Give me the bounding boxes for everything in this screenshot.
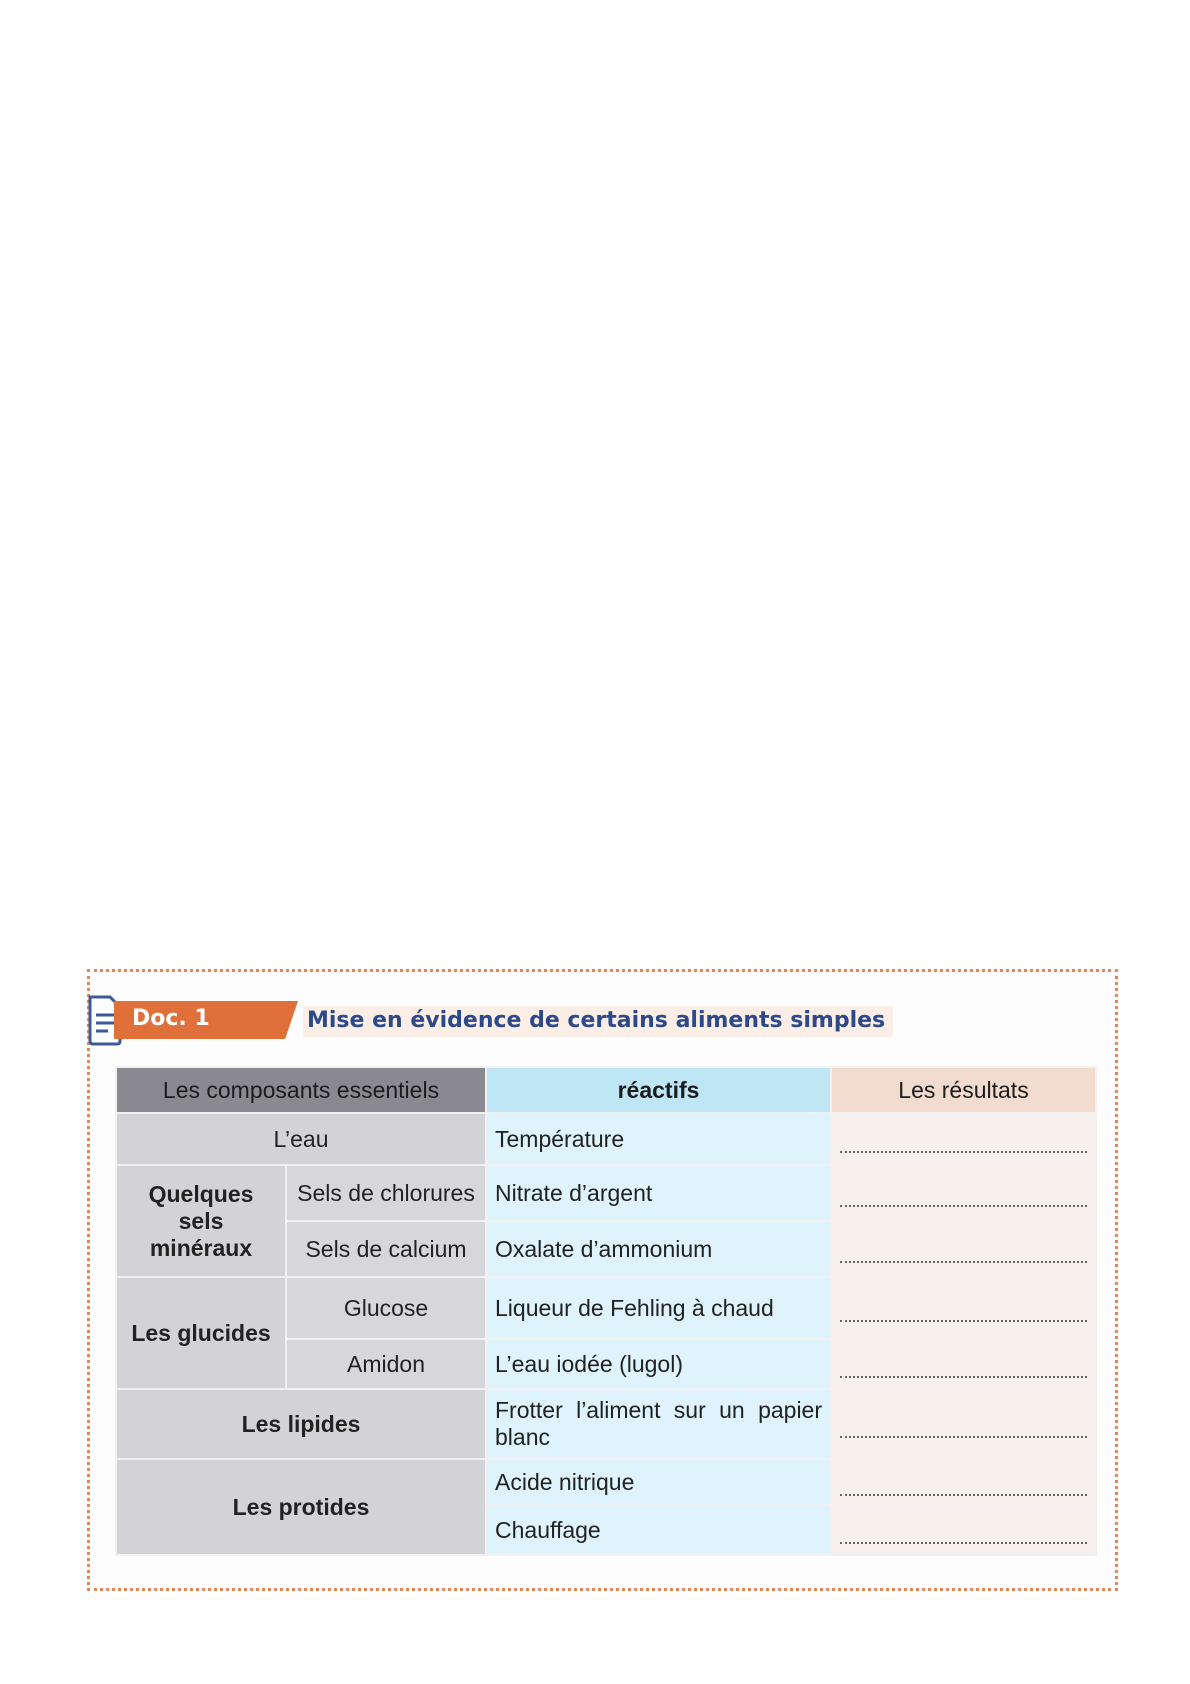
composant-sels-mineraux: Quelques sels minéraux xyxy=(116,1165,286,1277)
reactif-oxalate-ammonium: Oxalate d’ammonium xyxy=(486,1221,831,1277)
answer-line[interactable] xyxy=(840,1247,1087,1263)
result-blank[interactable] xyxy=(831,1277,1096,1339)
reactif-lugol: L’eau iodée (lugol) xyxy=(486,1339,831,1389)
composant-lipides: Les lipides xyxy=(116,1389,486,1459)
result-blank[interactable] xyxy=(831,1165,1096,1221)
table-row xyxy=(116,1389,1096,1459)
answer-line[interactable] xyxy=(840,1137,1087,1153)
reactif-nitrate-argent: Nitrate d’argent xyxy=(486,1165,831,1221)
result-blank[interactable] xyxy=(831,1505,1096,1555)
table-header-row xyxy=(116,1067,1096,1113)
reactif-papier-blanc: Frotter l’aliment sur un papier blanc xyxy=(486,1389,831,1459)
reactif-fehling: Liqueur de Fehling à chaud xyxy=(486,1277,831,1339)
header-reactifs: réactifs xyxy=(486,1067,831,1113)
sub-glucose: Glucose xyxy=(286,1277,486,1339)
table-row xyxy=(116,1165,1096,1221)
reactif-acide-nitrique: Acide nitrique xyxy=(486,1459,831,1505)
table-row xyxy=(116,1277,1096,1339)
doc-header xyxy=(84,993,886,1047)
sub-amidon: Amidon xyxy=(286,1339,486,1389)
sub-sels-chlorures: Sels de chlorures xyxy=(286,1165,486,1221)
header-resultats: Les résultats xyxy=(831,1067,1096,1113)
answer-line[interactable] xyxy=(840,1528,1087,1544)
result-blank[interactable] xyxy=(831,1389,1096,1459)
result-blank[interactable] xyxy=(831,1459,1096,1505)
answer-line[interactable] xyxy=(840,1362,1087,1378)
reactif-chauffage: Chauffage xyxy=(486,1505,831,1555)
header-composants: Les composants essentiels xyxy=(116,1067,486,1113)
doc-tag: Doc. 1 xyxy=(132,1006,210,1031)
results-table xyxy=(115,1066,1097,1556)
table-row xyxy=(116,1459,1096,1505)
answer-line[interactable] xyxy=(840,1306,1087,1322)
composant-eau: L’eau xyxy=(116,1113,486,1165)
result-blank[interactable] xyxy=(831,1113,1096,1165)
table-row xyxy=(116,1113,1096,1165)
composant-glucides: Les glucides xyxy=(116,1277,286,1389)
sub-sels-calcium: Sels de calcium xyxy=(286,1221,486,1277)
answer-line[interactable] xyxy=(840,1480,1087,1496)
answer-line[interactable] xyxy=(840,1191,1087,1207)
composant-protides: Les protides xyxy=(116,1459,486,1555)
result-blank[interactable] xyxy=(831,1339,1096,1389)
doc-title: Mise en évidence de certains aliments simples xyxy=(303,1006,893,1037)
reactif-temperature: Température xyxy=(486,1113,831,1165)
result-blank[interactable] xyxy=(831,1221,1096,1277)
answer-line[interactable] xyxy=(840,1422,1087,1438)
